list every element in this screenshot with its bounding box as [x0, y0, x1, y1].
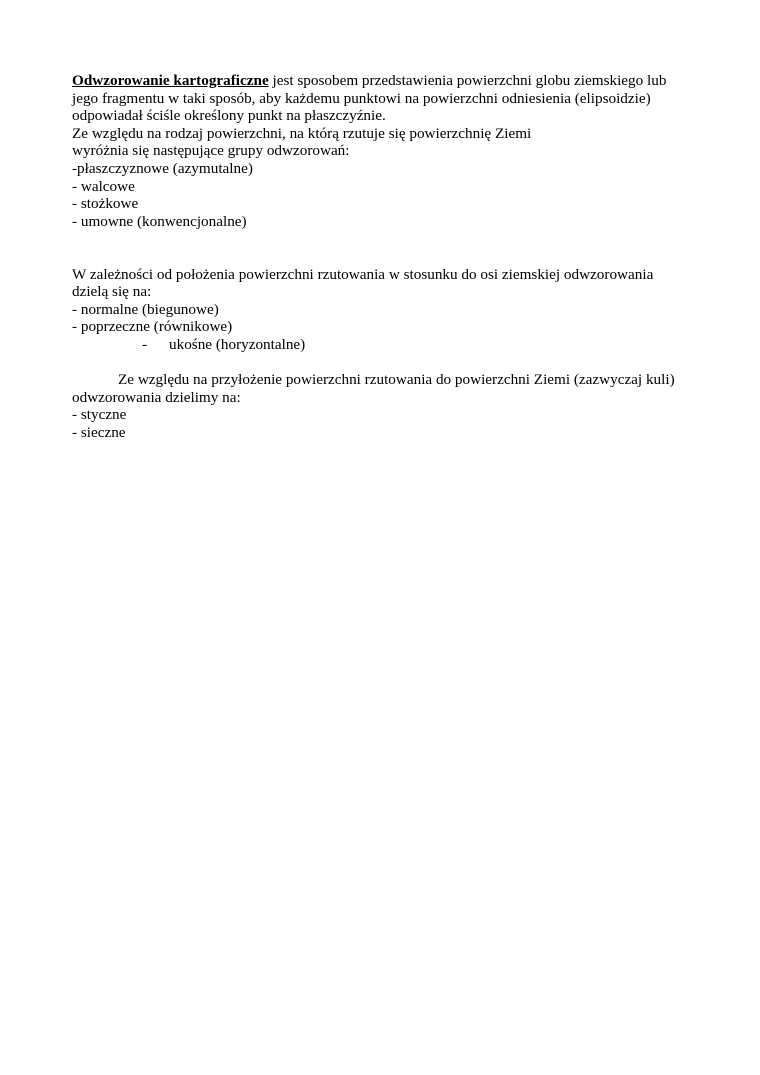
list-item: - umowne (konwencjonalne) [72, 212, 247, 230]
list-item: - stożkowe [72, 195, 139, 213]
defined-term: Odwzorowanie kartograficzne [72, 72, 269, 89]
definition-text: jest sposobem przedstawienia powierzchni globu ziemskiego lub [268, 72, 667, 89]
definition-line-3: odpowiadał ściśle określony punkt na płaszczyźnie. [72, 107, 386, 125]
list-item: - sieczne [72, 423, 126, 441]
spacer [72, 354, 712, 372]
list-item: - poprzeczne (równikowe) [72, 318, 233, 336]
list-dash: - [142, 335, 148, 353]
classification-intro-2: wyróżnia się następujące grupy odwzorowań: [72, 142, 350, 160]
indented-list-item [72, 336, 712, 354]
axis-intro-1: W zależności od położenia powierzchni rzutowania w stosunku do osi ziemskiej odwzorowania [72, 265, 654, 283]
spacer [72, 248, 712, 266]
axis-intro-2: dzielą się na: [72, 283, 152, 301]
spacer [72, 230, 712, 248]
classification-intro-1: Ze względu na rodzaj powierzchni, na którą rzutuje się powierzchnię Ziemi [72, 124, 532, 142]
list-item: -płaszczyznowe (azymutalne) [72, 159, 253, 177]
paragraph-contact [72, 371, 712, 441]
definition-line-2: jego fragmentu w taki sposób, aby każdemu punktowi na powierzchni odniesienia (elipsoidzie) [72, 89, 651, 107]
document-page [72, 72, 712, 441]
contact-intro-2: odwzorowania dzielimy na: [72, 388, 241, 406]
list-item: - walcowe [72, 177, 135, 195]
paragraph-axis-position [72, 266, 712, 354]
list-item-text: ukośne (horyzontalne) [169, 335, 306, 353]
definition-line-1 [72, 72, 712, 90]
paragraph-definition [72, 72, 712, 230]
list-item: - styczne [72, 406, 127, 424]
contact-intro-1: Ze względu na przyłożenie powierzchni rzutowania do powierzchni Ziemi (zazwyczaj kuli) [118, 371, 675, 389]
list-item: - normalne (biegunowe) [72, 300, 219, 318]
